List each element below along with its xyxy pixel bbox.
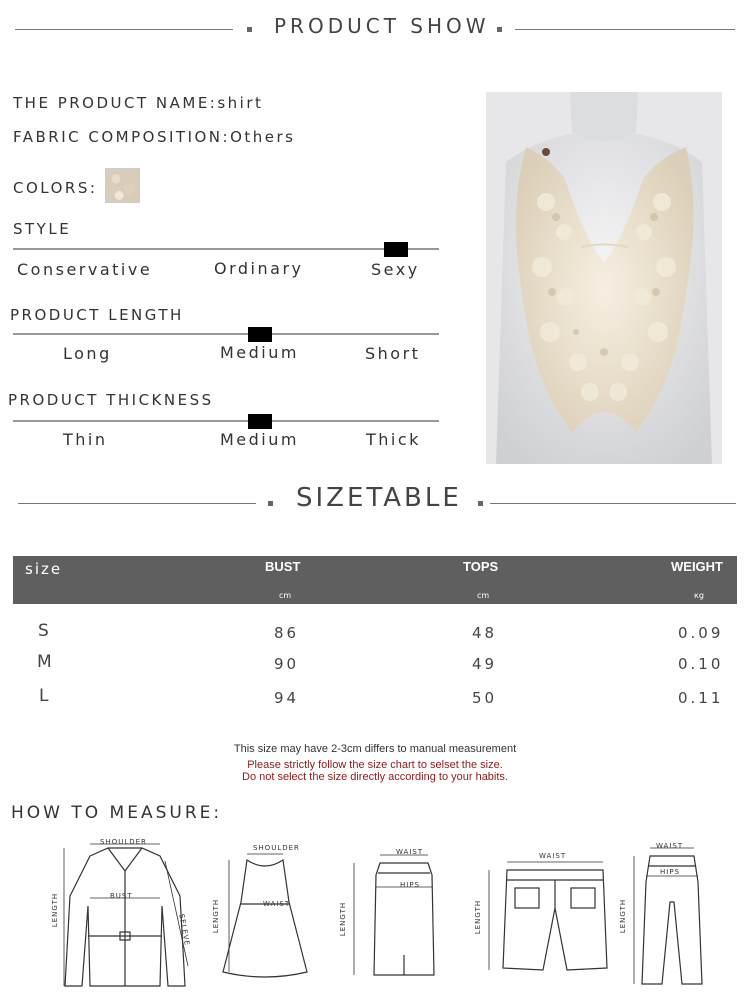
style-option-conservative: Conservative — [17, 260, 153, 279]
note-measurement: This size may have 2-3cm differs to manual measurement — [233, 743, 517, 755]
skirt-illustration — [340, 845, 450, 995]
dress-shoulder-label: SHOULDER — [253, 844, 300, 852]
pants-waist-label: WAIST — [656, 842, 684, 850]
header-tops: TOPS — [463, 559, 499, 574]
skirt-length-label: LENGTH — [339, 901, 348, 937]
dress-diagram — [212, 842, 315, 992]
shorts-diagram — [475, 848, 615, 988]
note-follow-chart: Please strictly follow the size chart to selset the size. — [247, 759, 503, 771]
pants-diagram — [619, 842, 712, 992]
product-show-rule-left — [15, 29, 233, 30]
thickness-scale — [13, 420, 439, 422]
sizetable-title: SIZETABLE — [296, 483, 462, 513]
header-tops-unit: cm — [477, 591, 490, 600]
cell-bust: 86 — [274, 624, 300, 642]
colors-label: COLORS: — [13, 179, 98, 197]
cell-weight: 0.11 — [678, 689, 724, 707]
sizetable-rule-right — [490, 503, 736, 504]
style-option-ordinary: Ordinary — [214, 259, 304, 278]
dress-length-label: LENGTH — [212, 898, 221, 934]
product-name-value: shirt — [217, 94, 264, 112]
sizetable-rule-left — [18, 503, 256, 504]
length-scale — [13, 333, 439, 335]
sizetable-dot-left — [268, 501, 273, 506]
cell-bust: 94 — [274, 689, 300, 707]
length-title: PRODUCT LENGTH — [10, 306, 184, 324]
cell-weight: 0.10 — [678, 655, 724, 673]
product-show-title: PRODUCT SHOW — [274, 14, 490, 38]
header-weight-unit: кg — [694, 591, 704, 600]
header-weight: WEIGHT — [671, 559, 723, 574]
fabric-value: Others — [230, 128, 296, 146]
pants-hips-label: HIPS — [660, 868, 680, 876]
style-marker — [384, 242, 408, 257]
skirt-diagram — [340, 845, 450, 995]
fabric-row — [13, 128, 295, 146]
cell-bust: 90 — [274, 655, 300, 673]
product-show-dot-right — [497, 27, 502, 32]
cell-tops: 48 — [472, 624, 498, 642]
thickness-option-medium: Medium — [220, 430, 299, 449]
color-swatch[interactable] — [105, 168, 140, 203]
dress-waist-label: WAIST — [263, 900, 291, 908]
pants-illustration — [622, 842, 712, 992]
length-marker — [248, 327, 272, 342]
shorts-illustration — [475, 848, 615, 988]
thickness-title: PRODUCT THICKNESS — [8, 391, 214, 409]
jacket-bust-label: BUST — [110, 892, 133, 900]
cell-size: S — [38, 621, 52, 641]
size-table-header — [13, 556, 737, 604]
cell-tops: 50 — [472, 689, 498, 707]
length-option-medium: Medium — [220, 343, 299, 362]
header-size: size — [25, 560, 63, 578]
style-option-sexy: Sexy — [371, 260, 420, 279]
style-scale — [13, 248, 439, 250]
style-title: STYLE — [13, 220, 72, 238]
length-option-long: Long — [63, 344, 112, 363]
pants-length-label: LENGTH — [619, 898, 628, 934]
jacket-sleeve-label: SELEVE — [177, 913, 191, 947]
product-photo-illustration — [486, 92, 722, 464]
header-bust: BUST — [265, 559, 301, 574]
skirt-waist-label: WAIST — [396, 848, 424, 856]
shorts-waist-label: WAIST — [539, 852, 567, 860]
skirt-hips-label: HIPS — [400, 881, 420, 889]
note-do-not-select: Do not select the size directly according to your habits. — [242, 771, 508, 783]
header-bust-unit: cm — [279, 591, 292, 600]
dress-illustration — [215, 842, 315, 992]
cell-size: L — [39, 686, 52, 706]
sizetable-dot-right — [478, 501, 483, 506]
product-name-label: THE PRODUCT NAME: — [13, 94, 218, 112]
shorts-length-label: LENGTH — [474, 899, 483, 935]
cell-size: M — [37, 652, 55, 672]
thickness-option-thin: Thin — [63, 430, 108, 449]
product-show-dot-left — [247, 27, 252, 32]
thickness-option-thick: Thick — [366, 430, 421, 449]
product-show-rule-right — [515, 29, 735, 30]
length-option-short: Short — [365, 344, 421, 363]
thickness-marker — [248, 414, 272, 429]
cell-weight: 0.09 — [678, 624, 724, 642]
how-to-measure-title: HOW TO MEASURE: — [11, 803, 223, 823]
fabric-label: FABRIC COMPOSITION: — [13, 128, 231, 146]
jacket-length-label: LENGTH — [51, 892, 60, 928]
product-photo — [486, 92, 722, 464]
jacket-shoulder-label: SHOULDER — [100, 838, 147, 846]
jacket-diagram — [50, 836, 200, 996]
cell-tops: 49 — [472, 655, 498, 673]
product-name-row — [13, 94, 263, 112]
